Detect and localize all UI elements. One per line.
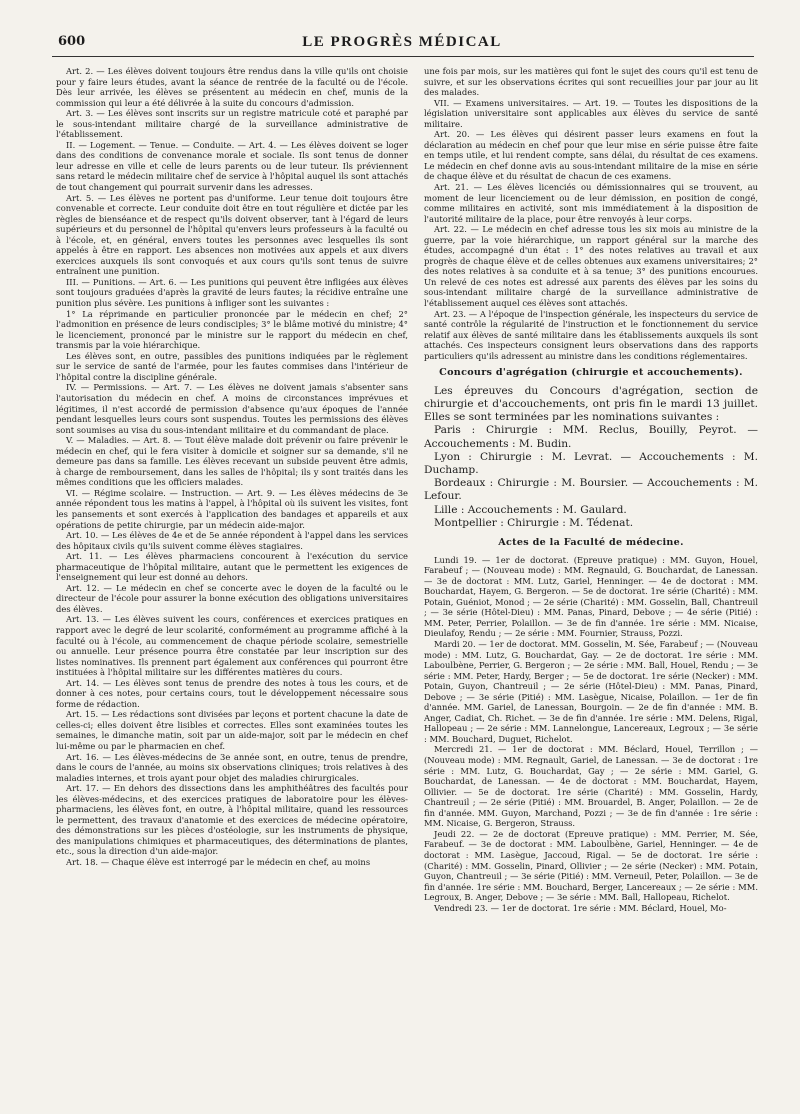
paragraph: Montpellier : Chirurgie : M. Tédenat. bbox=[434, 516, 634, 529]
paragraph: Art. 20. — Les élèves qui désirent passer leurs examens en fout la déclaration au médecin en chef pour que leur mise en série puisse être faite en temps utile, et lui rendent compte, sans délai, du résultat de ces examens. Le médecin en chef donne avis au sous-intendant militaire de la mise en série de chaque élève et du résultat de chacun de ces examens. bbox=[424, 129, 758, 182]
paragraph: Art. 23. — A l'époque de l'inspection générale, les inspecteurs du service de santé contrôle la régularité de l'instruction et le fonctionnement du service relatif aux élèves de santé militaire dans les établissements auxquels ils sont attachés. Ces inspecteurs consignent leurs observations dans des rapports particuliers qu'ils adressent au ministre dans les conditions réglementaires. bbox=[424, 308, 758, 361]
paragraph: Lyon : Chirurgie : M. Levrat. — Accouchements : M. Duchamp. bbox=[424, 450, 758, 477]
paragraph: VI. — Régime scolaire. — Instruction. — Art. 9. — Les élèves médecins de 3e année répondent tous les matins à l'appel, à l'hôpital où ils suivent les visites, font les pansements et sont exercés à l'application des bandages et appareils et aux opérations de petite chirurgie, par un médecin aide-major. bbox=[56, 487, 408, 530]
paragraph: Art. 12. — Le médecin en chef se concerte avec le doyen de la faculté ou le directeur de l'école pour assurer la bonne exécution des obligations universitaires des élèves. bbox=[56, 582, 408, 614]
concours-section bbox=[424, 385, 758, 530]
concours-heading: Concours d'agrégation (chirurgie et accouchements). bbox=[439, 367, 743, 379]
paragraph: Art. 22. — Le médecin en chef adresse tous les six mois au ministre de la guerre, par la voie hiérarchique, un rapport général sur la marche des études, accompagné d'un état : 1° des notes relatives au travail et aux progrès de chaque élève et de celles obtenues aux examens universitaires; 2° des notes relatives à sa conduite et à sa tenue; 3° des punitions encourues. Un relevé de ces notes est adressé aux parents des élèves par les soins du sous-intendant militaire chargé de la surveillance administrative de l'établissement auquel ces élèves sont attachés. bbox=[424, 224, 758, 309]
left-column bbox=[56, 66, 408, 1076]
paragraph: Bordeaux : Chirurgie : M. Boursier. — Accouchements : M. Lefour. bbox=[424, 477, 758, 503]
paragraph: Art. 17. — En dehors des dissections dans les amphithéâtres des facultés pour les élèves-médecins, et des exercices pratiques de laboratoire pour les élèves-pharmaciens, les élèves font, en outre, à l'hôpital militaire, quand les ressources le permettent, des travaux d'anatomie et des exercices de médecine opératoire, des démonstrations sur les pièces d'ostéologie, sur les instruments de physique, des manipulations chimiques et pharmaceutiques, des déterminations de plantes, etc., sous la direction d'un aide-major. bbox=[56, 783, 408, 857]
paragraph: Lille : Accouchements : M. Gaulard. bbox=[434, 503, 627, 516]
paragraph: Les élèves sont, en outre, passibles des punitions indiquées par le règlement sur le service de santé de l'armée, pour les fautes commises dans l'intérieur de l'hôpital contre la discipline générale. bbox=[56, 350, 408, 382]
paragraph: Art. 13. — Les élèves suivent les cours, conférences et exercices pratiques en rapport avec le degré de leur scolarité, conformément au programme affiché à la faculté ou à l'école, au commencement de chaque période scolaire, semestrielle ou annuelle. Leur présence pourra être constatée par leur inscription sur des listes nominatives. Ils prennent part également aux conférences qui pourront être instituées à l'hôpital militaire sur les différentes matières du cours. bbox=[56, 614, 408, 678]
paragraph: Art. 10. — Les élèves de 4e et de 5e année répondent à l'appel dans les services des hôpitaux civils qu'ils suivent comme élèves stagiaires. bbox=[56, 530, 408, 551]
paragraph: Jeudi 22. — 2e de doctorat (Epreuve pratique) : MM. Perrier, M. Sée, Farabeuf. — 3e de doctorat : MM. Laboulbène, Gariel, Henninger. — 4e de doctorat : MM. Lasègue, Jaccoud, Rigal. — 5e de doctorat. 1re série : (Charité) : MM. Gosselin, Pinard, Ollivier ; — 2e série (Necker) : MM. Potain, Guyon, Chantreuil ; — 3e série (Pitié) : MM. Verneuil, Peter, Polaillon. — 3e de fin d'année. 1re série : MM. Bouchard, Berger, Lancereaux ; — 2e série : MM. Legroux, B. Anger, Debove ; — 3e série : MM. Ball, Hallopeau, Richelot. bbox=[424, 828, 758, 903]
journal-title: LE PROGRÈS MÉDICAL bbox=[302, 34, 502, 50]
paragraph: Paris : Chirurgie : MM. Reclus, Bouilly, Peyrot. — Accouchements : M. Budin. bbox=[424, 424, 758, 450]
page-number: 600 bbox=[58, 34, 86, 49]
paragraph: une fois par mois, sur les matières qui font le sujet des cours qu'il est tenu de suivre, et sur les observations écrites qui sont recueillies jour par jour au lit des malades. bbox=[424, 66, 758, 98]
right-column bbox=[424, 66, 758, 1076]
header-rule bbox=[52, 56, 754, 57]
paragraph: Mercredi 21. — 1er de doctorat : MM. Béclard, Houel, Terrillon ; — (Nouveau mode) : MM. Regnault, Gariel, de Lanessan. — 3e de doctorat : 1re série : MM. Lutz, G. Bouchardat, Gay ; — 2e série : MM. Gariel, G. Bouchardat, de Lanessan. — 4e de doctorat : MM. Bouchardat, Hayem, Ollivier. — 5e de doctorat. 1re série (Charité) : MM. Gosselin, Hardy, Chantreuil ; — 2e série (Pitié) : MM. Brouardel, B. Anger, Polaillon. — 2e de fin d'année. MM. Guyon, Marchand, Pozzi ; — 3e de fin d'année : 1re série : MM. Nicaise, G. Bergeron, Strauss. bbox=[424, 744, 758, 829]
paragraph: Art. 5. — Les élèves ne portent pas d'uniforme. Leur tenue doit toujours être convenable et correcte. Leur conduite doit être en tout régulière et dictée par les règles de bienséance et de respect qu'ils doivent observer, tant à l'égard de leurs supérieurs et du personnel de l'hôpital qu'envers leurs professeurs à la faculté ou à l'école, et, en général, envers toutes les personnes avec lesquelles ils sont appelés à être en rapport. Les absences non motivées aux appels et aux divers exercices auxquels ils sont convoqués et aux cours qu'ils sont tenus de suivre entraînent une punition. bbox=[56, 192, 408, 277]
paragraph: Vendredi 23. — 1er de doctorat. 1re série : MM. Béclard, Houel, Mo- bbox=[434, 902, 727, 913]
paragraph: Art. 21. — Les élèves licenciés ou démissionnaires qui se trouvent, au moment de leur licenciement ou de leur démission, en position de congé, comme militaires en activité, sont mis immédiatement à la disposition de l'autorité militaire de la place, pour être renvoyés à leur corps. bbox=[424, 182, 758, 224]
actes-heading: Actes de la Faculté de médecine. bbox=[498, 537, 684, 549]
paragraph: V. — Maladies. — Art. 8. — Tout élève malade doit prévenir ou faire prévenir le médecin en chef, qui le fera visiter à domicile et soigner sur sa demande, s'il ne demeure pas dans sa famille. Les élèves recevant un subside peuvent être admis, à charge de remboursement, dans les salles de l'hôpital; ils y sont traités dans les mêmes conditions que les officiers malades. bbox=[56, 435, 408, 488]
paragraph: Art. 16. — Les élèves-médecins de 3e année sont, en outre, tenus de prendre, dans le cours de l'année, au moins six observations cliniques; trois relatives à des maladies internes, et trois ayant pour objet des maladies chirurgicales. bbox=[56, 751, 408, 783]
paragraph: Lundi 19. — 1er de doctorat. (Epreuve pratique) : MM. Guyon, Houel, Farabeuf ; — (Nouveau mode) : MM. Regnauld, G. Bouchardat, de Lanessan. — 3e de doctorat : MM. Lutz, Gariel, Henninger. — 4e de doctorat : MM. Bouchardat, Hayem, G. Bergeron. — 5e de doctorat. 1re série (Charité) : MM. Potain, Guéniot, Monod ; — 2e série (Charité) : MM. Gosselin, Ball, Chantreuil ; — 3e série (Hôtel-Dieu) : MM. Panas, Pinard, Debove ; — 4e série (Pitié) : MM. Peter, Perrier, Polaillon. — 3e de fin d'année. 1re série : MM. Nicaise, Dieulafoy, Rendu ; — 2e série : MM. Fournier, Strauss, Pozzi. bbox=[424, 554, 758, 639]
paragraph: II. — Logement. — Tenue. — Conduite. — Art. 4. — Les élèves doivent se loger dans des conditions de convenance morale et sociale. Ils sont tenus de donner leur adresse en ville et celle de leurs parents ou de leur tuteur. Ils préviennent sans retard le médecin militaire chef de service à l'hôpital auquel ils sont attachés de tout changement qui pourrait survenir dans les adresses. bbox=[56, 139, 408, 193]
paragraph: Les épreuves du Concours d'agrégation, section de chirurgie et d'accouchements, ont pris fin le mardi 13 juillet. Elles se sont terminées par les nominations suivantes : bbox=[424, 384, 758, 424]
paragraph: III. — Punitions. — Art. 6. — Les punitions qui peuvent être infligées aux élèves sont toujours graduées d'après la gravité de leurs fautes; la récidive entraîne une punition plus sévère. Les punitions à infliger sont les suivantes : bbox=[56, 276, 408, 309]
paragraph: Art. 2. — Les élèves doivent toujours être rendus dans la ville qu'ils ont choisie pour y faire leurs études, avant la séance de rentrée de la faculté ou de l'école. Dès leur arrivée, les élèves se présentent au médecin en chef, munis de la commission qui leur a été délivrée à la suite du concours d'admission. bbox=[56, 66, 408, 108]
paragraph: VII. — Examens universitaires. — Art. 19. — Toutes les dispositions de la législation universitaire sont applicables aux élèves du service de santé militaire. bbox=[424, 97, 758, 129]
paragraph: Mardi 20. — 1er de doctorat. MM. Gosselin, M. Sée, Farabeuf ; — (Nouveau mode) : MM. Lutz, G. Bouchardat, Gay. — 2e de doctorat. 1re série : MM. Laboulbène, Perrier, G. Bergeron ; — 2e série : MM. Ball, Houel, Rendu ; — 3e série : MM. Peter, Hardy, Berger ; — 5e de doctorat. 1re série (Necker) : MM. Potain, Guyon, Chantreuil ; — 2e série (Hôtel-Dieu) : MM. Panas, Pinard, Debove ; — 3e série (Pitié) : MM. Lasègue, Nicaise, Polaillon. — 1er de fin d'année. MM. Gariel, de Lanessan, Bourgoin. — 2e de fin d'année : MM. B. Anger, Cadiat, Ch. Richet. — 3e de fin d'année. 1re série : MM. Delens, Rigal, Hallopeau ; — 2e série : MM. Lannelongue, Lancereaux, Legroux ; — 3e série : MM. Bouchard, Duguet, Richelot. bbox=[424, 639, 758, 744]
paragraph: Art. 15. — Les rédactions sont divisées par leçons et portent chacune la date de celles-ci; elles doivent être lisibles et correctes. Elles sont examinées toutes les semaines, le dimanche matin, soit par un aide-major, soit par le médecin en chef lui-même ou par le pharmacien en chef. bbox=[56, 709, 408, 751]
page-header bbox=[52, 34, 752, 56]
paragraph: IV. — Permissions. — Art. 7. — Les élèves ne doivent jamais s'absenter sans l'autorisation du médecin en chef. A moins de circonstances imprévues et légitimes, il n'est accordé de permission d'absence qu'aux époques de l'année pendant lesquelles leurs cours sont suspendus. Toutes les permissions des élèves sont soumises au visa du sous-intendant militaire et du commandant de place. bbox=[56, 382, 408, 435]
paragraph: 1° La réprimande en particulier prononcée par le médecin en chef; 2° l'admonition en présence de leurs condisciples; 3° le blâme motivé du ministre; 4° le licenciement, prononcé par le ministre sur le rapport du médecin en chef, transmis par la voie hiérarchique. bbox=[56, 308, 408, 351]
paragraph: Art. 18. — Chaque élève est interrogé par le médecin en chef, au moins bbox=[66, 857, 371, 868]
paragraph: Art. 14. — Les élèves sont tenus de prendre des notes à tous les cours, et de donner à ces notes, pour certains cours, tout le développement nécessaire sous forme de rédaction. bbox=[56, 677, 408, 709]
paragraph: Art. 11. — Les élèves pharmaciens concourent à l'exécution du service pharmaceutique de l'hôpital militaire, autant que le permettent les exigences de l'enseignement qui leur est donné au dehors. bbox=[56, 551, 408, 583]
paragraph: Art. 3. — Les élèves sont inscrits sur un registre matricule coté et paraphé par le sous-intendant militaire chargé de la surveillance administrative de l'établissement. bbox=[56, 108, 408, 140]
